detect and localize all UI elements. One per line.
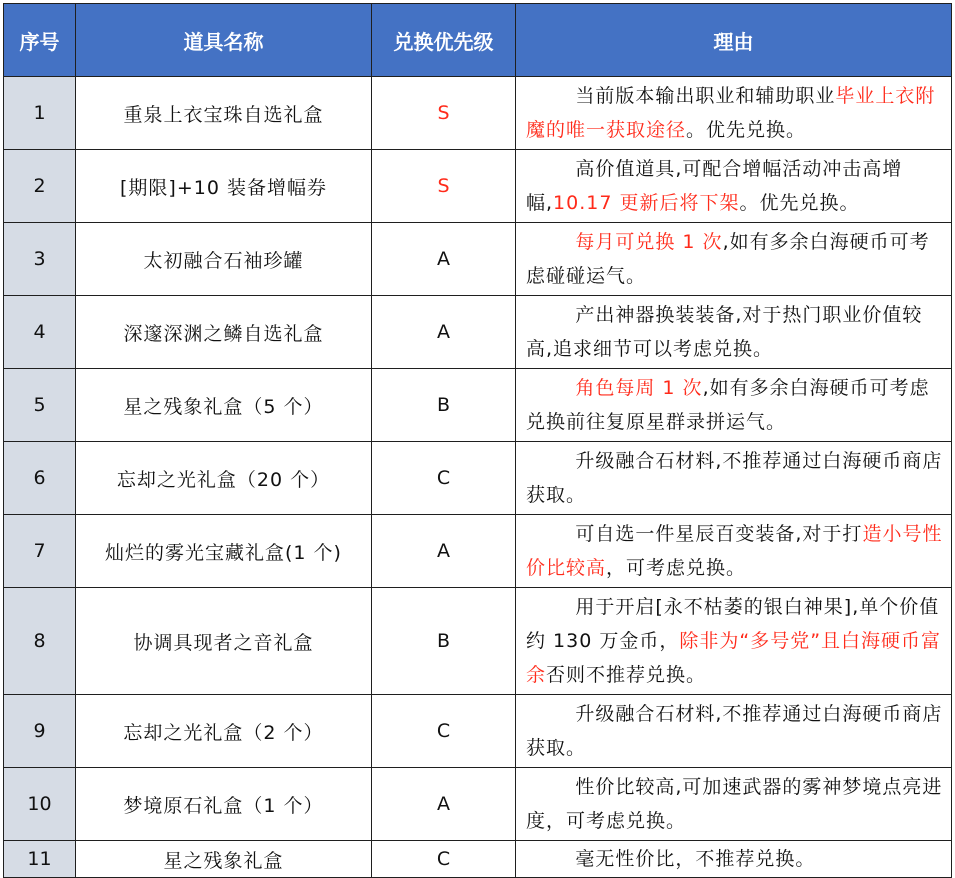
reason-segment: 毫无性价比，不推荐兑换。: [575, 848, 816, 870]
reason-highlight: 每月可兑换 1 次: [575, 231, 723, 253]
item-name: 忘却之光礼盒（2 个）: [76, 695, 372, 768]
row-number: 2: [4, 150, 76, 223]
reason-segment: 。优先兑换。: [686, 119, 807, 141]
table-row: [4, 768, 952, 841]
item-name: 星之残象礼盒（5 个）: [76, 369, 372, 442]
reason-segment: ，可考虑兑换。: [606, 557, 747, 579]
item-name: 重泉上衣宝珠自选礼盒: [76, 77, 372, 150]
reason-highlight: 10.17 更新后将下架: [553, 192, 740, 214]
table-row: [4, 695, 952, 768]
row-number: 6: [4, 442, 76, 515]
row-number: 5: [4, 369, 76, 442]
reason-segment: 可自选一件星辰百变装备,对于打: [575, 523, 863, 545]
table-row: [4, 77, 952, 150]
header-reason: 理由: [516, 4, 952, 77]
row-number: 10: [4, 768, 76, 841]
reason-segment: 高价值道具,可配合增幅活动冲击高增幅,: [526, 158, 903, 214]
table-row: [4, 223, 952, 296]
row-number: 7: [4, 515, 76, 588]
reason-text: [516, 150, 952, 223]
reason-text: [516, 223, 952, 296]
priority-table: [3, 3, 952, 878]
priority-grade: S: [372, 150, 516, 223]
row-number: 1: [4, 77, 76, 150]
priority-grade: B: [372, 369, 516, 442]
priority-grade: A: [372, 515, 516, 588]
reason-segment: 升级融合石材料,不推荐通过白海硬币商店获取。: [526, 703, 943, 759]
item-name: 忘却之光礼盒（20 个）: [76, 442, 372, 515]
reason-segment: 当前版本输出职业和辅助职业: [575, 85, 836, 107]
row-number: 4: [4, 296, 76, 369]
item-name: 协调具现者之音礼盒: [76, 588, 372, 695]
row-number: 11: [4, 841, 76, 878]
reason-segment: 否则不推荐兑换。: [546, 664, 707, 686]
reason-segment: 用于开启[永不枯萎的银白神果],单个价值约 130 万金币，: [526, 596, 940, 652]
reason-segment: 。优先兑换。: [739, 192, 860, 214]
priority-grade: C: [372, 695, 516, 768]
item-name: 梦境原石礼盒（1 个）: [76, 768, 372, 841]
priority-grade: S: [372, 77, 516, 150]
reason-text: [516, 768, 952, 841]
header-item-name: 道具名称: [76, 4, 372, 77]
reason-segment: 升级融合石材料,不推荐通过白海硬币商店获取。: [526, 450, 943, 506]
reason-segment: ,如有多余白海硬币可考虑碰碰运气。: [526, 231, 930, 287]
table-row: [4, 588, 952, 695]
reason-text: [516, 841, 952, 878]
table-row: [4, 841, 952, 878]
reason-highlight: 造小号性价比较高: [526, 523, 943, 579]
reason-highlight: 除非为“多号党”且白海硬币富余: [526, 630, 942, 686]
item-name: 星之残象礼盒: [76, 841, 372, 878]
priority-grade: B: [372, 588, 516, 695]
priority-grade: A: [372, 296, 516, 369]
priority-grade: A: [372, 223, 516, 296]
table-row: [4, 442, 952, 515]
table-row: [4, 515, 952, 588]
reason-text: [516, 442, 952, 515]
item-name: 深邃深渊之鳞自选礼盒: [76, 296, 372, 369]
row-number: 8: [4, 588, 76, 695]
item-name: 太初融合石袖珍罐: [76, 223, 372, 296]
item-name: 灿烂的雾光宝藏礼盒(1 个): [76, 515, 372, 588]
reason-text: [516, 515, 952, 588]
header-no: 序号: [4, 4, 76, 77]
priority-grade: C: [372, 442, 516, 515]
reason-text: [516, 695, 952, 768]
item-name: [期限]+10 装备增幅券: [76, 150, 372, 223]
row-number: 3: [4, 223, 76, 296]
table-row: [4, 296, 952, 369]
reason-text: [516, 296, 952, 369]
reason-segment: 产出神器换装装备,对于热门职业价值较高,追求细节可以考虑兑换。: [526, 304, 923, 360]
header-row: [4, 4, 952, 77]
reason-segment: 性价比较高,可加速武器的雾神梦境点亮进度，可考虑兑换。: [526, 776, 943, 832]
reason-segment: ,如有多余白海硬币可考虑兑换前往复原星群录拼运气。: [526, 377, 930, 433]
priority-grade: C: [372, 841, 516, 878]
table-row: [4, 150, 952, 223]
reason-text: [516, 588, 952, 695]
row-number: 9: [4, 695, 76, 768]
reason-highlight: 毕业上衣附魔的唯一获取途径: [526, 85, 936, 141]
reason-text: [516, 77, 952, 150]
table-row: [4, 369, 952, 442]
priority-grade: A: [372, 768, 516, 841]
reason-highlight: 角色每周 1 次: [575, 377, 703, 399]
header-priority: 兑换优先级: [372, 4, 516, 77]
reason-text: [516, 369, 952, 442]
